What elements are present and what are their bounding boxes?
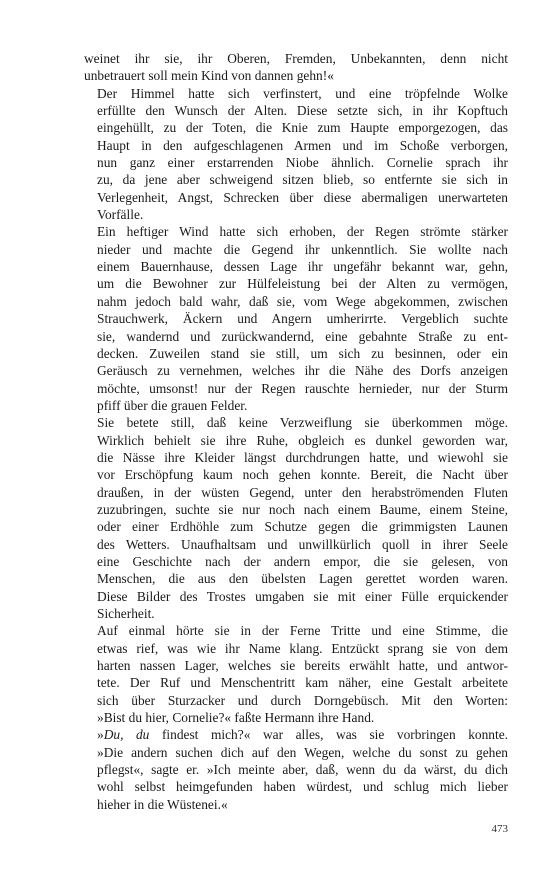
paragraph bbox=[84, 726, 508, 813]
text-line: um die Bewohner zur Hülfeleistung bei der Alten zu vermögen, bbox=[97, 276, 508, 292]
text-line: harten nassen Lager, welches sie bereits erwählt hatte, und antwor- bbox=[97, 658, 508, 674]
text-line: zuzubringen, suchte sie nur noch nach einem Baume, einem Steine, bbox=[97, 501, 508, 517]
text-line: »Bist du hier, Cornelie?« faßte Hermann ihre Hand. bbox=[97, 710, 375, 726]
text-line: etwas rief, was wie ihr Name klang. Entzückt sprang sie von dem bbox=[97, 640, 508, 656]
text-line: nieder und machte die Gegend ihr unkenntlich. Sie wollte nach bbox=[97, 241, 508, 257]
text-line: sie, wandernd und zurückwandernd, eine gebahnte Straße zu ent- bbox=[97, 328, 508, 344]
text-line: Sie betete still, daß keine Verzweiflung sie überkommen möge. bbox=[97, 415, 508, 431]
text-line: sich über Sturzacker und durch Dorngebüsch. Mit den Worten: bbox=[97, 692, 508, 708]
text-line: vor Erschöpfung kaum noch gehen konnte. Bereit, die Nacht über bbox=[97, 467, 508, 483]
text-line: pfiff über die grauen Felder. bbox=[97, 397, 248, 413]
text-line: einem Bauernhause, dessen Lage ihr ungefähr bekannt war, gehn, bbox=[97, 259, 508, 275]
text-line: Auf einmal hörte sie in der Ferne Tritte und eine Stimme, die bbox=[97, 623, 508, 639]
text-line: Vorfälle. bbox=[97, 207, 144, 223]
text-line: Haupt in den aufgeschlagenen Armen und im Schoße verborgen, bbox=[97, 137, 508, 153]
text-line: draußen, in der wüsten Gegend, unter den herabströmenden Fluten bbox=[97, 484, 508, 500]
text-line: nun ganz einer erstarrenden Niobe ähnlich. Cornelie sprach ihr bbox=[97, 155, 508, 171]
text-line: pflegst«, sagte er. »Ich meinte aber, daß, wenn du da wärst, du dich bbox=[97, 762, 508, 778]
text-line: decken. Zuweilen stand sie still, um sich zu besinnen, oder ein bbox=[97, 345, 508, 361]
text-line: Diese Bilder des Trostes umgaben sie mit einer Fülle erquickender bbox=[97, 588, 508, 604]
text-line: die Nässe ihre Kleider längst durchdrungen hatte, und wiewohl sie bbox=[97, 449, 508, 465]
page-number: 473 bbox=[491, 823, 508, 835]
text-line: »Die andern suchen dich auf den Wegen, welche du sonst zu gehen bbox=[97, 744, 508, 760]
text-line: nahm jedoch bald wahr, daß sie, vom Wege abgekommen, zwischen bbox=[97, 293, 508, 309]
text-line: hieher in die Wüstenei.« bbox=[97, 796, 228, 812]
text-line: weinet ihr sie, ihr Oberen, Fremden, Unbekannten, denn nicht bbox=[84, 51, 508, 66]
text-line: Menschen, die aus den übelsten Lagen gerettet worden waren. bbox=[97, 571, 508, 587]
text-line: unbetrauert soll mein Kind von dannen gehn!« bbox=[84, 68, 334, 84]
text-line: Geräusch zu vernehmen, welches ihr die Nähe des Dorfs anzeigen bbox=[97, 363, 508, 379]
emphasis: Du, du bbox=[103, 727, 150, 743]
text-line: Sicherheit. bbox=[97, 606, 155, 621]
text-line: Ein heftiger Wind hatte sich erhoben, der Regen strömte stärker bbox=[97, 224, 508, 240]
paragraph bbox=[84, 50, 508, 85]
text-line: Verlegenheit, Angst, Schrecken über diese abermaligen unerwarteten bbox=[97, 189, 508, 205]
text-line: wohl selbst heimgefunden haben würdest, und schlug mich lieber bbox=[97, 779, 508, 795]
text-line: Wirklich behielt sie ihre Ruhe, obgleich es dunkel geworden war, bbox=[97, 432, 508, 448]
body-text bbox=[84, 50, 508, 813]
paragraph bbox=[84, 223, 508, 414]
paragraph bbox=[84, 622, 508, 726]
text-line: zu, da jene aber schweigend sitzen blieb, so entfernte sie sich in bbox=[97, 172, 508, 188]
paragraph bbox=[84, 85, 508, 224]
text-line: erfüllte den Wunsch der Alten. Diese setzte sich, in ihr Kopftuch bbox=[97, 103, 508, 119]
text-line: eingehüllt, zu der Toten, die Knie zum Haupte emporgezogen, das bbox=[97, 120, 508, 136]
text-line: oder einer Erdhöhle zum Schutze gegen die grimmigsten Launen bbox=[97, 519, 508, 535]
text-line: eine Geschichte nach der andern empor, die sie gelesen, von bbox=[97, 553, 508, 569]
text-line: Strauchwerk, Äckern und Angern umherirrte. Vergeblich suchte bbox=[97, 311, 508, 327]
text-line: »Du, du findest mich?« war alles, was sie vorbringen konnte. bbox=[97, 727, 508, 743]
paragraph bbox=[84, 414, 508, 622]
text-line: tete. Der Ruf und Menschentritt kam näher, eine Gestalt arbeitete bbox=[97, 675, 508, 691]
text-line: möchte, umsonst! nur der Regen rauschte hernieder, nur der Sturm bbox=[97, 380, 508, 396]
text-line: des Wetters. Unaufhaltsam und unwillkürlich quoll in ihrer Seele bbox=[97, 536, 508, 552]
text-line: Der Himmel hatte sich verfinstert, und eine tröpfelnde Wolke bbox=[97, 85, 508, 101]
